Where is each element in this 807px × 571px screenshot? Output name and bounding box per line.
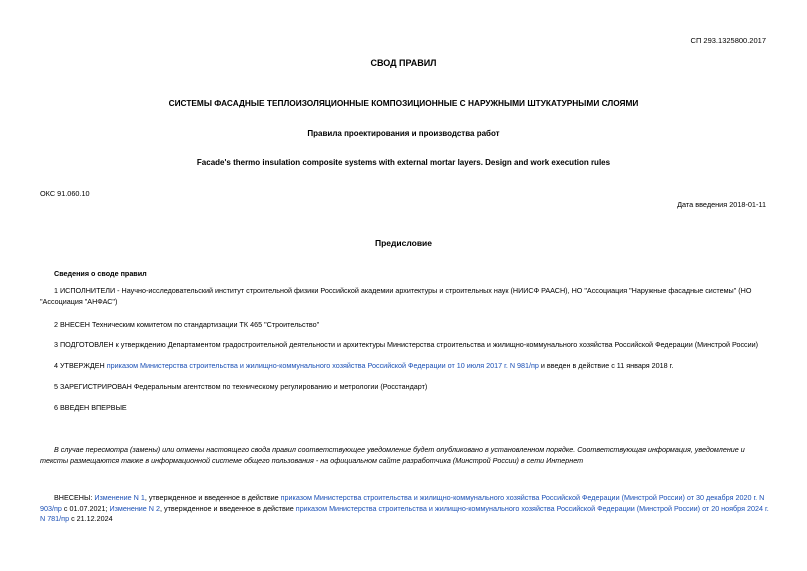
item-submitted: 2 ВНЕСЕН Техническим комитетом по стандартизации ТК 465 "Строительство" — [54, 320, 320, 329]
document-code: СП 293.1325800.2017 — [690, 36, 766, 45]
document-type-title: СВОД ПРАВИЛ — [370, 58, 437, 68]
item-executors: 1 ИСПОЛНИТЕЛИ - Научно-исследовательский институт строительной физики Российской академии архитектуры и строительных наук (НИИСФ РААСН), НО "Ассоциация "Наружные фасадные системы" (НО "Ассоциация "АНФАС") — [40, 286, 752, 306]
item-prepared: 3 ПОДГОТОВЛЕН к утверждению Департаментом градостроительной деятельности и архитектуры Министерства строительства и жилищно-коммунального хозяйства Российской Федерации (Минстрой России) — [54, 340, 759, 349]
intro-date: Дата введения 2018-01-11 — [677, 200, 766, 209]
oks-code: ОКС 91.060.10 — [40, 189, 90, 198]
subtitle: Правила проектирования и производства работ — [307, 129, 500, 138]
amendments-text-3: , утвержденное и введенное в действие — [159, 503, 296, 513]
item-approved-prefix: 4 УТВЕРЖДЕН — [54, 361, 107, 370]
preface-heading: Предисловие — [374, 238, 433, 248]
item-first-introduced: 6 ВВЕДЕН ВПЕРВЫЕ — [54, 403, 127, 412]
amendment-2-link[interactable]: Изменение N 2 — [109, 503, 160, 513]
main-title: СИСТЕМЫ ФАСАДНЫЕ ТЕПЛОИЗОЛЯЦИОННЫЕ КОМПОЗИЦИОННЫЕ С НАРУЖНЫМИ ШТУКАТУРНЫМИ СЛОЯМИ — [168, 98, 639, 108]
order-link-981[interactable]: приказом Министерства строительства и жилищно-коммунального хозяйства Российской Федерации от 10 июля 2017 г. N 981/пр — [106, 361, 539, 370]
revision-notice: В случае пересмотра (замены) или отмены настоящего свода правил соответствующее уведомление будет опубликовано в установленном порядке. Соответствующая информация, уведомление и тексты размещаются также в информационной системе общего пользования - на официальном сайте разработчика (Минстрой России) в сети Интернет — [40, 445, 745, 465]
item-approved-suffix: и введен в действие с 11 января 2018 г. — [538, 361, 674, 370]
amendments-text-4: с 21.12.2024 — [69, 514, 113, 523]
amendment-1-link[interactable]: Изменение N 1 — [94, 493, 145, 502]
amendments-text-2: с 01.07.2021; — [61, 503, 110, 513]
amendments-paragraph — [40, 493, 770, 525]
order-link-781[interactable]: приказом Министерства строительства и жилищно-коммунального хозяйства Российской Федерации (Минстрой России) от 20 ноября 2024 г. N 781/пр — [40, 503, 769, 523]
item-registered: 5 ЗАРЕГИСТРИРОВАН Федеральным агентством по техническому регулированию и метрологии (Росстандарт) — [54, 382, 428, 391]
english-title: Facade's thermo insulation composite systems with external mortar layers. Design and work execution rules — [196, 158, 611, 167]
item-approved — [40, 361, 770, 372]
amendments-text-1: , утвержденное и введенное в действие — [144, 493, 281, 502]
info-heading: Сведения о своде правил — [54, 269, 147, 278]
amendments-prefix: ВНЕСЕНЫ: — [54, 493, 95, 502]
order-link-903[interactable]: приказом Министерства строительства и жилищно-коммунального хозяйства Российской Федерации (Минстрой России) от 30 декабря 2020 г. N 903/пр — [40, 493, 765, 513]
